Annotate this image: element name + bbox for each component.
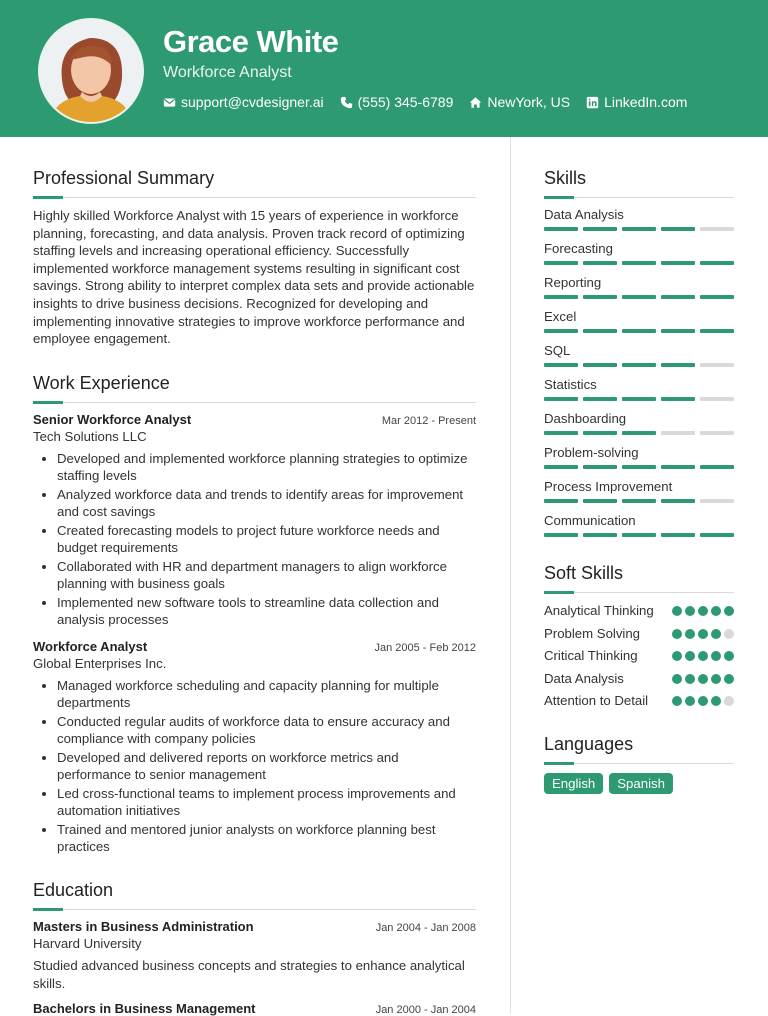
skill-level-bar: [544, 261, 734, 265]
language-tag: English: [544, 773, 603, 794]
linkedin-icon: [586, 96, 599, 109]
rating-dot: [685, 674, 695, 684]
soft-skill-name: Analytical Thinking: [544, 603, 654, 618]
skill-level-segment: [544, 397, 578, 401]
contact-location: [469, 94, 570, 110]
skill-level-segment: [661, 295, 695, 299]
job-bullet: • Trained and mentored junior analysts on workforce planning best practices: [57, 821, 476, 856]
skill-level-bar: [544, 533, 734, 537]
rating-dot: [724, 629, 734, 639]
job-bullets: [33, 677, 476, 856]
education-school: Harvard University: [33, 936, 142, 951]
rating-dot: [698, 651, 708, 661]
skill-level-segment: [583, 397, 617, 401]
section-divider: [544, 763, 734, 764]
job-dates: Jan 2005 - Feb 2012: [374, 641, 476, 654]
soft-skill-rating: [672, 651, 734, 661]
contact-linkedin[interactable]: [586, 94, 687, 110]
skill-level-segment: [544, 533, 578, 537]
job-bullet: • Managed workforce scheduling and capacity planning for multiple departments: [57, 677, 476, 712]
education-degree: Masters in Business Administration: [33, 919, 254, 934]
soft-skill-rating: [672, 606, 734, 616]
rating-dot: [672, 629, 682, 639]
skill-level-segment: [544, 431, 578, 435]
soft-skill-name: Attention to Detail: [544, 693, 649, 709]
rating-dot: [711, 696, 721, 706]
rating-dot: [698, 674, 708, 684]
education-entry: [33, 919, 476, 992]
soft-skill-row: [544, 602, 734, 620]
skill-level-segment: [700, 533, 734, 537]
skill-level-segment: [622, 499, 656, 503]
job-bullet: • Developed and delivered reports on workforce metrics and performance to senior management: [57, 749, 476, 784]
section-divider: [544, 592, 734, 593]
skill-level-segment: [583, 431, 617, 435]
soft-skill-rating: [672, 674, 734, 684]
rating-dot: [698, 606, 708, 616]
skill-name: Process Improvement: [544, 479, 673, 494]
soft-skill-rating: [672, 696, 734, 706]
skill-level-segment: [661, 363, 695, 367]
skill-level-segment: [661, 533, 695, 537]
contact-email-text: support@cvdesigner.ai: [181, 94, 324, 110]
skill-name: SQL: [544, 343, 571, 358]
skill-level-segment: [583, 261, 617, 265]
section-divider: [33, 197, 476, 198]
envelope-icon: [163, 96, 176, 109]
skill-level-bar: [544, 431, 734, 435]
sidebar-column: [544, 168, 734, 794]
job-company: Tech Solutions LLC: [33, 428, 147, 444]
rating-dot: [711, 674, 721, 684]
rating-dot: [724, 674, 734, 684]
education-heading: Education: [33, 880, 114, 900]
soft-skill-row: [544, 647, 734, 665]
soft-skill-row: [544, 670, 734, 688]
rating-dot: [672, 651, 682, 661]
skill-level-segment: [661, 465, 695, 469]
skill-level-segment: [544, 465, 578, 469]
rating-dot: [672, 606, 682, 616]
skill-level-segment: [544, 329, 578, 333]
skill-level-segment: [583, 227, 617, 231]
summary-heading: Professional Summary: [33, 168, 215, 188]
rating-dot: [685, 696, 695, 706]
skill-level-segment: [700, 295, 734, 299]
skill-level-bar: [544, 329, 734, 333]
rating-dot: [672, 696, 682, 706]
rating-dot: [724, 651, 734, 661]
job-bullet: • Led cross-functional teams to implement process improvements and automation initiatives: [57, 785, 476, 820]
contact-phone-text: (555) 345-6789: [357, 94, 454, 110]
skill-level-segment: [583, 295, 617, 299]
skill-level-segment: [544, 295, 578, 299]
rating-dot: [698, 696, 708, 706]
summary-text: Highly skilled Workforce Analyst with 15 years of experience in workforce planning, forecasting, and data analysis. Proven track record of optimizing staffing levels and increasing operational efficiency. Successfully implemented workforce management systems resulting in significant cost savings. Strong ability to interpret complex data sets and provide actionable insights to drive business decisions. Recognized for developing and implementing innovative strategies to improve workforce performance and employee engagement.: [33, 208, 475, 347]
soft-skills-list: [544, 602, 734, 710]
skill-name: Communication: [544, 513, 636, 528]
soft-skill-name: Data Analysis: [544, 670, 624, 686]
skill-level-segment: [622, 465, 656, 469]
rating-dot: [698, 629, 708, 639]
skill-level-segment: [622, 329, 656, 333]
rating-dot: [711, 651, 721, 661]
skill-level-segment: [700, 329, 734, 333]
skill-level-segment: [700, 431, 734, 435]
education-dates: Jan 2004 - Jan 2008: [375, 922, 476, 934]
skill-level-bar: [544, 363, 734, 367]
skill-level-segment: [583, 329, 617, 333]
home-icon: [469, 96, 482, 109]
skill-name: Excel: [544, 309, 577, 324]
skill-name: Reporting: [544, 275, 602, 290]
contact-location-text: NewYork, US: [487, 94, 571, 110]
rating-dot: [672, 674, 682, 684]
soft-skills-heading: Soft Skills: [544, 563, 624, 583]
candidate-title: Workforce Analyst: [163, 64, 292, 81]
language-tag: Spanish: [609, 773, 673, 794]
contact-linkedin-text: LinkedIn.com: [604, 94, 688, 110]
skill-level-segment: [622, 397, 656, 401]
skill-level-segment: [700, 397, 734, 401]
avatar: [38, 18, 144, 124]
skill-level-segment: [700, 363, 734, 367]
skill-level-segment: [700, 465, 734, 469]
job-bullets: [33, 450, 476, 629]
rating-dot: [711, 629, 721, 639]
job-bullet: • Analyzed workforce data and trends to identify areas for improvement and cost savings: [57, 486, 476, 521]
candidate-name: Grace White: [163, 24, 339, 59]
education-degree: Bachelors in Business Management: [33, 1001, 256, 1016]
job-bullet: • Developed and implemented workforce planning strategies to optimize staffing levels: [57, 450, 476, 485]
skill-level-segment: [583, 499, 617, 503]
job-role: Senior Workforce Analyst: [33, 411, 192, 427]
section-divider: [33, 909, 476, 910]
job-dates: Mar 2012 - Present: [381, 414, 476, 427]
rating-dot: [724, 606, 734, 616]
skill-level-bar: [544, 465, 734, 469]
skill-level-segment: [583, 363, 617, 367]
skill-level-segment: [622, 227, 656, 231]
skill-level-segment: [661, 499, 695, 503]
skill-level-segment: [583, 533, 617, 537]
languages-list: [544, 773, 734, 794]
contact-phone[interactable]: [340, 94, 454, 110]
job-bullet: • Collaborated with HR and department managers to align workforce planning with business goals: [57, 558, 476, 593]
skill-name: Problem-solving: [544, 445, 639, 460]
job-entry: [33, 639, 476, 856]
rating-dot: [685, 606, 695, 616]
section-divider: [544, 197, 734, 198]
header-banner: [0, 0, 768, 137]
skills-list: [544, 207, 734, 537]
rating-dot: [685, 629, 695, 639]
skill-level-segment: [661, 329, 695, 333]
contact-list: [163, 94, 687, 110]
job-entry: [33, 412, 476, 629]
soft-skill-name: Critical Thinking: [544, 648, 638, 664]
languages-heading: Languages: [544, 733, 634, 754]
education-dates: Jan 2000 - Jan 2004: [375, 1004, 476, 1016]
experience-heading: Work Experience: [33, 372, 170, 393]
job-bullet: • Implemented new software tools to streamline data collection and analysis processes: [57, 594, 476, 629]
skill-level-segment: [661, 261, 695, 265]
column-divider: [510, 137, 511, 1014]
skill-level-segment: [622, 261, 656, 265]
skill-level-segment: [544, 499, 578, 503]
skill-level-bar: [544, 227, 734, 231]
skill-level-segment: [583, 465, 617, 469]
skill-level-segment: [700, 499, 734, 503]
section-divider: [33, 402, 476, 403]
skill-level-segment: [622, 363, 656, 367]
skill-name: Forecasting: [544, 241, 613, 256]
skill-name: Statistics: [544, 377, 597, 392]
job-bullet: • Conducted regular audits of workforce data to ensure accuracy and compliance with company policies: [57, 713, 476, 748]
skill-level-segment: [700, 261, 734, 265]
skill-level-segment: [661, 227, 695, 231]
soft-skill-row: [544, 625, 734, 643]
skill-level-bar: [544, 295, 734, 299]
skill-level-segment: [661, 397, 695, 401]
job-role: Workforce Analyst: [33, 638, 148, 654]
contact-email[interactable]: [163, 94, 324, 110]
main-column: [33, 168, 476, 1016]
skills-heading: Skills: [544, 168, 587, 188]
skill-level-segment: [622, 431, 656, 435]
rating-dot: [711, 606, 721, 616]
skill-level-segment: [544, 227, 578, 231]
skill-level-bar: [544, 397, 734, 401]
skill-level-segment: [544, 363, 578, 367]
skill-level-bar: [544, 499, 734, 503]
phone-icon: [340, 96, 353, 109]
job-company: Global Enterprises Inc.: [33, 655, 167, 671]
skill-level-segment: [622, 533, 656, 537]
skill-level-segment: [661, 431, 695, 435]
skill-level-segment: [700, 227, 734, 231]
rating-dot: [685, 651, 695, 661]
skill-name: Dashboarding: [544, 411, 627, 426]
soft-skill-name: Problem Solving: [544, 625, 641, 641]
skill-level-segment: [622, 295, 656, 299]
skill-name: Data Analysis: [544, 207, 624, 222]
education-description: Studied advanced business concepts and strategies to enhance analytical skills.: [33, 958, 465, 991]
soft-skill-row: [544, 692, 734, 710]
job-bullet: • Created forecasting models to project future workforce needs and budget requirements: [57, 522, 476, 557]
soft-skill-rating: [672, 629, 734, 639]
skill-level-segment: [544, 261, 578, 265]
rating-dot: [724, 696, 734, 706]
